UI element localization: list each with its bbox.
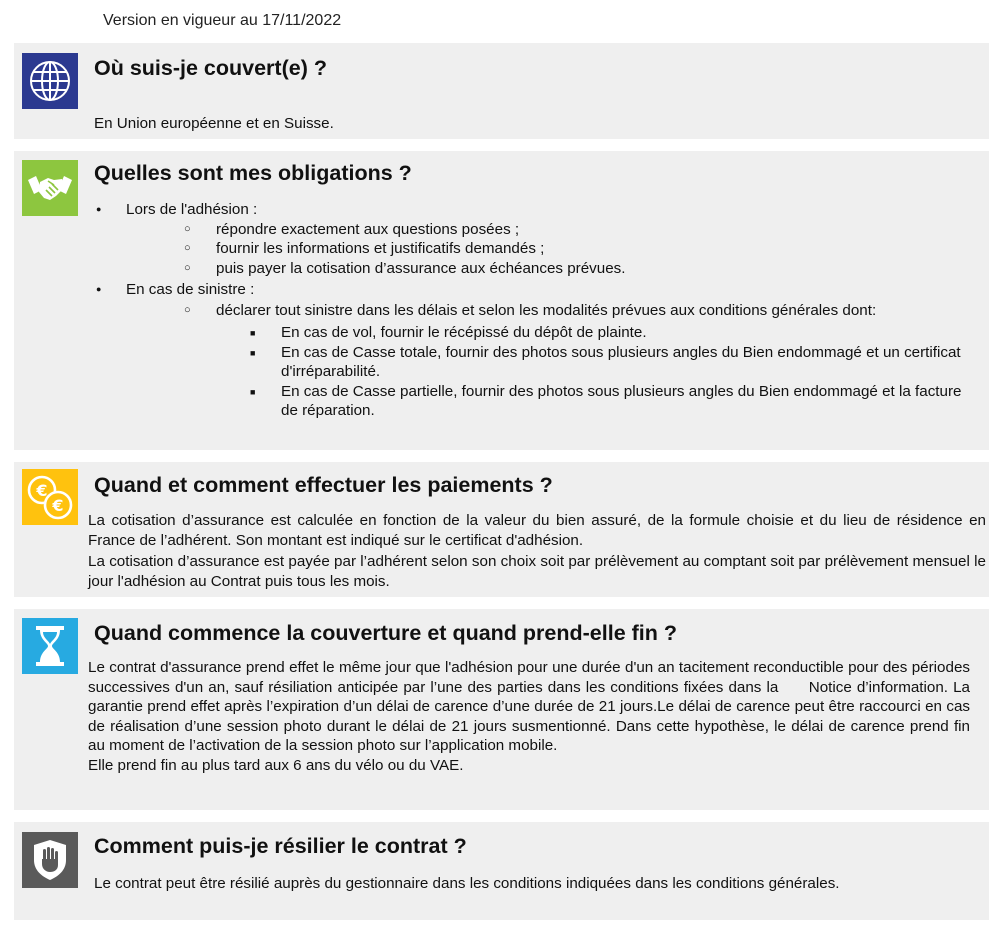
section-obligations: [14, 151, 989, 450]
list-item: ○ fournir les informations et justificatifs demandés ;: [14, 239, 989, 259]
list-item: ■ En cas de Casse partielle, fournir des photos sous plusieurs angles du Bien endommagé et la facture de réparation.: [14, 382, 989, 421]
termination-title: Comment puis-je résilier le contrat ?: [94, 834, 467, 858]
globe-icon: [22, 53, 78, 109]
coverage-title: Où suis-je couvert(e) ?: [94, 56, 327, 80]
coverage-text: En Union européenne et en Suisse.: [94, 115, 334, 132]
svg-text:€: €: [52, 496, 64, 515]
version-date: Version en vigueur au 17/11/2022: [103, 12, 342, 29]
hourglass-icon: [22, 618, 78, 674]
duration-para-1: Le contrat d'assurance prend effet le même jour que l'adhésion pour une durée d'un an tacitement reconductible pour des périodes successives d'un an, sauf résiliation anticipée par l’une des parties dans les conditions fixées dans la Notice d’information. La garantie prend effet après l’expiration d’un délai de carence d’une durée de 21 jours.Le délai de carence peut être raccourci en cas de réalisation d’une session photo durant le délai de 21 jours susmentionné. Dans cette hypothèse, le délai de carence prend fin au moment de l’activation de la session photo sur l’application mobile.: [88, 659, 975, 754]
section-duration: [14, 609, 989, 810]
duration-para-2: Elle prend fin au plus tard aux 6 ans du vélo ou du VAE.: [88, 756, 464, 774]
obligations-title: Quelles sont mes obligations ?: [94, 161, 412, 185]
list-item: ○ déclarer tout sinistre dans les délais et selon les modalités prévues aux conditions générales dont:: [14, 301, 989, 321]
obligations-list: [14, 200, 989, 421]
payments-text: [88, 511, 986, 591]
list-item: ○ puis payer la cotisation d’assurance aux échéances prévues.: [14, 259, 989, 279]
list-item: ■ En cas de Casse totale, fournir des photos sous plusieurs angles du Bien endommagé et un certificat d'irréparabilité.: [14, 343, 989, 382]
section-termination: [14, 822, 989, 920]
duration-text: [88, 658, 975, 775]
list-item: ● Lors de l'adhésion :: [14, 200, 989, 220]
section-coverage: [14, 43, 989, 139]
list-item: ● En cas de sinistre :: [14, 280, 989, 300]
payments-para-2: La cotisation d’assurance est payée par l’adhérent selon son choix soit par prélèvement au comptant soit par prélèvement mensuel le jour l'adhésion au Contrat puis tous les mois.: [88, 553, 986, 590]
svg-text:€: €: [36, 481, 48, 500]
list-item: ■ En cas de vol, fournir le récépissé du dépôt de plainte.: [14, 323, 989, 343]
termination-text: Le contrat peut être résilié auprès du gestionnaire dans les conditions indiquées dans les conditions générales.: [94, 875, 840, 892]
payments-para-1: La cotisation d’assurance est calculée en fonction de la valeur du bien assuré, de la formule choisie et du lieu de résidence en France de l’adhérent. Son montant est indiqué sur le certificat d'adhésion.: [88, 512, 986, 549]
payments-title: Quand et comment effectuer les paiements ?: [94, 473, 553, 497]
euro-coins-icon: [22, 469, 78, 525]
stop-hand-shield-icon: [22, 832, 78, 888]
duration-title: Quand commence la couverture et quand prend-elle fin ?: [94, 621, 677, 645]
list-item: ○ répondre exactement aux questions posées ;: [14, 220, 989, 240]
section-payments: [14, 462, 989, 597]
